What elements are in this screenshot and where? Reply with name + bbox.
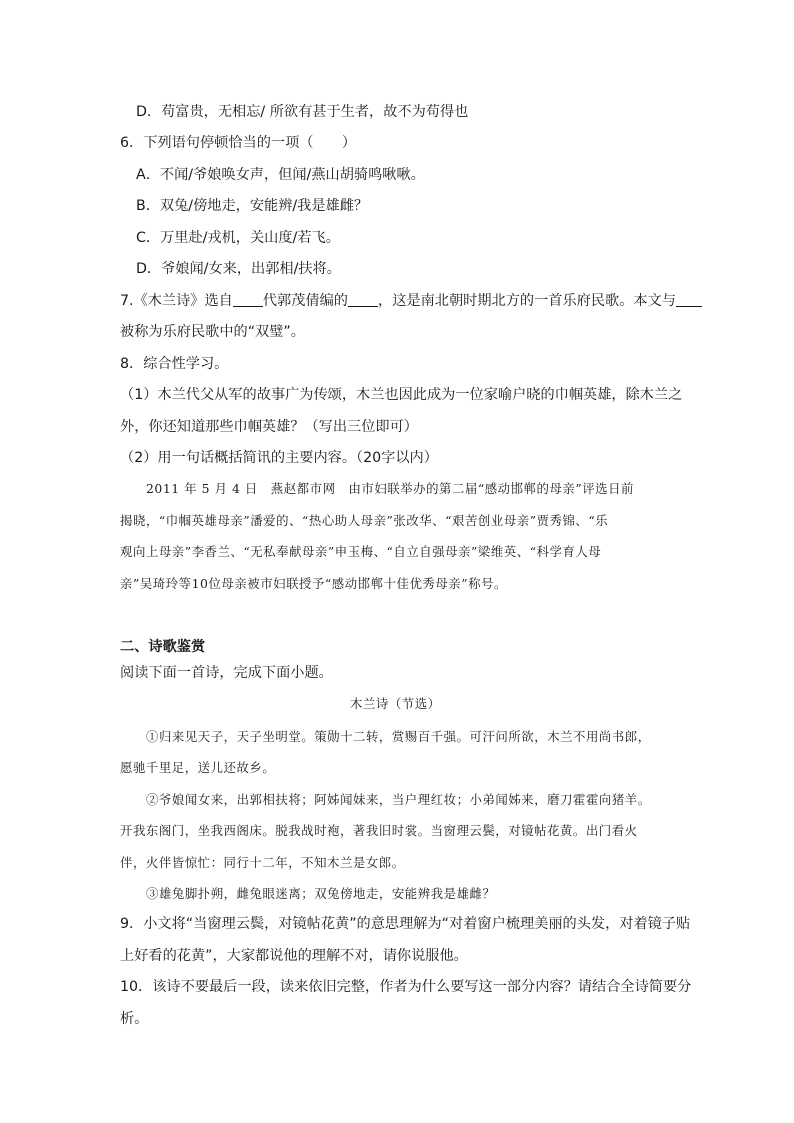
section-heading: 二、诗歌鉴赏 xyxy=(120,639,206,655)
poem-p1-line1: ①归来见天子，天子坐明堂。策勋十二转，赏赐百千强。可汗问所欲，木兰不用尚书郎， xyxy=(146,729,651,744)
poem-title: 木兰诗（节选） xyxy=(350,696,441,711)
q7-line1 xyxy=(120,291,702,311)
q10-line2: 析。 xyxy=(120,1011,149,1027)
news-line-2: 揭晓，“巾帼英雄母亲”潘爱的、“热心助人母亲”张改华、“艰苦创业母亲”贾秀锦、“乐 xyxy=(120,513,609,528)
poem-p3-line1: ③雄兔脚扑朔，雌兔眼迷离；双兔傍地走，安能辨我是雄雌？ xyxy=(146,886,496,901)
q6-option-c: C．万里赴/戎机，关山度/若飞。 xyxy=(136,230,340,246)
q8-sub1-line1: （1）木兰代父从军的故事广为传颂，木兰也因此成为一位家喻户晓的巾帼英雄，除木兰之 xyxy=(120,387,683,403)
q6-option-a: A．不闻/爷娘唤女声，但闻/燕山胡骑鸣啾啾。 xyxy=(136,167,425,183)
q6-stem: 6．下列语句停顿恰当的一项（ ） xyxy=(120,135,357,151)
poem-p1-line2: 愿驰千里足，送儿还故乡。 xyxy=(120,760,276,775)
news-line-4: 亲”吴琦玲等10位母亲被市妇联授予“感动邯郸十佳优秀母亲”称号。 xyxy=(120,576,507,591)
q7-blank-3 xyxy=(676,292,702,307)
poem-p2-line3: 伴，火伴皆惊忙：同行十二年，不知木兰是女郎。 xyxy=(120,855,405,870)
poem-p2-line2: 开我东阁门，坐我西阁床。脱我战时袍，著我旧时裳。当窗理云鬓，对镜帖花黄。出门看火 xyxy=(120,823,638,838)
q9-line2: 上好看的花黄”，大家都说他的理解不对，请你说服他。 xyxy=(120,948,468,964)
q7-text-part1: 7.《木兰诗》选自 xyxy=(120,293,233,309)
q8-stem: 8．综合性学习。 xyxy=(120,356,229,372)
news-line-1: 2011 年 5 月 4 日 燕赵都市网 由市妇联举办的第二届“感动邯郸的母亲”评选日前 xyxy=(146,481,634,496)
q8-sub2: （2）用一句话概括简讯的主要内容。（20字以内） xyxy=(120,450,438,466)
q10-line1: 10．该诗不要最后一段，读来依旧完整，作者为什么要写这一部分内容？请结合全诗简要分 xyxy=(120,979,692,995)
q7-text-part3: ，这是南北朝时期北方的一首乐府民歌。本文与 xyxy=(378,293,676,309)
q7-text-part2: 代郭茂倩编的 xyxy=(262,293,348,309)
section-instruction: 阅读下面一首诗，完成下面小题。 xyxy=(120,665,333,681)
q7-blank-2 xyxy=(348,292,378,307)
q6-option-b: B．双兔/傍地走，安能辨/我是雄雌？ xyxy=(136,198,369,214)
q7-blank-1 xyxy=(233,292,263,307)
q9-line1: 9．小文将“当窗理云鬓，对镜帖花黄”的意思理解为“对着窗户梳理美丽的头发，对着镜子贴 xyxy=(120,916,691,932)
q8-sub1-line2: 外，你还知道那些巾帼英雄？（写出三位即可） xyxy=(120,419,418,435)
q6-option-d: D．爷娘闻/女来，出郭相/扶将。 xyxy=(136,261,341,277)
poem-p2-line1: ②爷娘闻女来，出郭相扶将；阿姊闻妹来，当户理红妆；小弟闻姊来，磨刀霍霍向猪羊。 xyxy=(146,792,651,807)
q7-line2: 被称为乐府民歌中的“双璧”。 xyxy=(120,324,305,340)
q5-option-d: D．苟富贵，无相忘/ 所欲有甚于生者，故不为苟得也 xyxy=(136,104,469,120)
news-line-3: 观向上母亲”李香兰、“无私奉献母亲”申玉梅、“自立自强母亲”梁维英、“科学育人母 xyxy=(120,544,602,559)
